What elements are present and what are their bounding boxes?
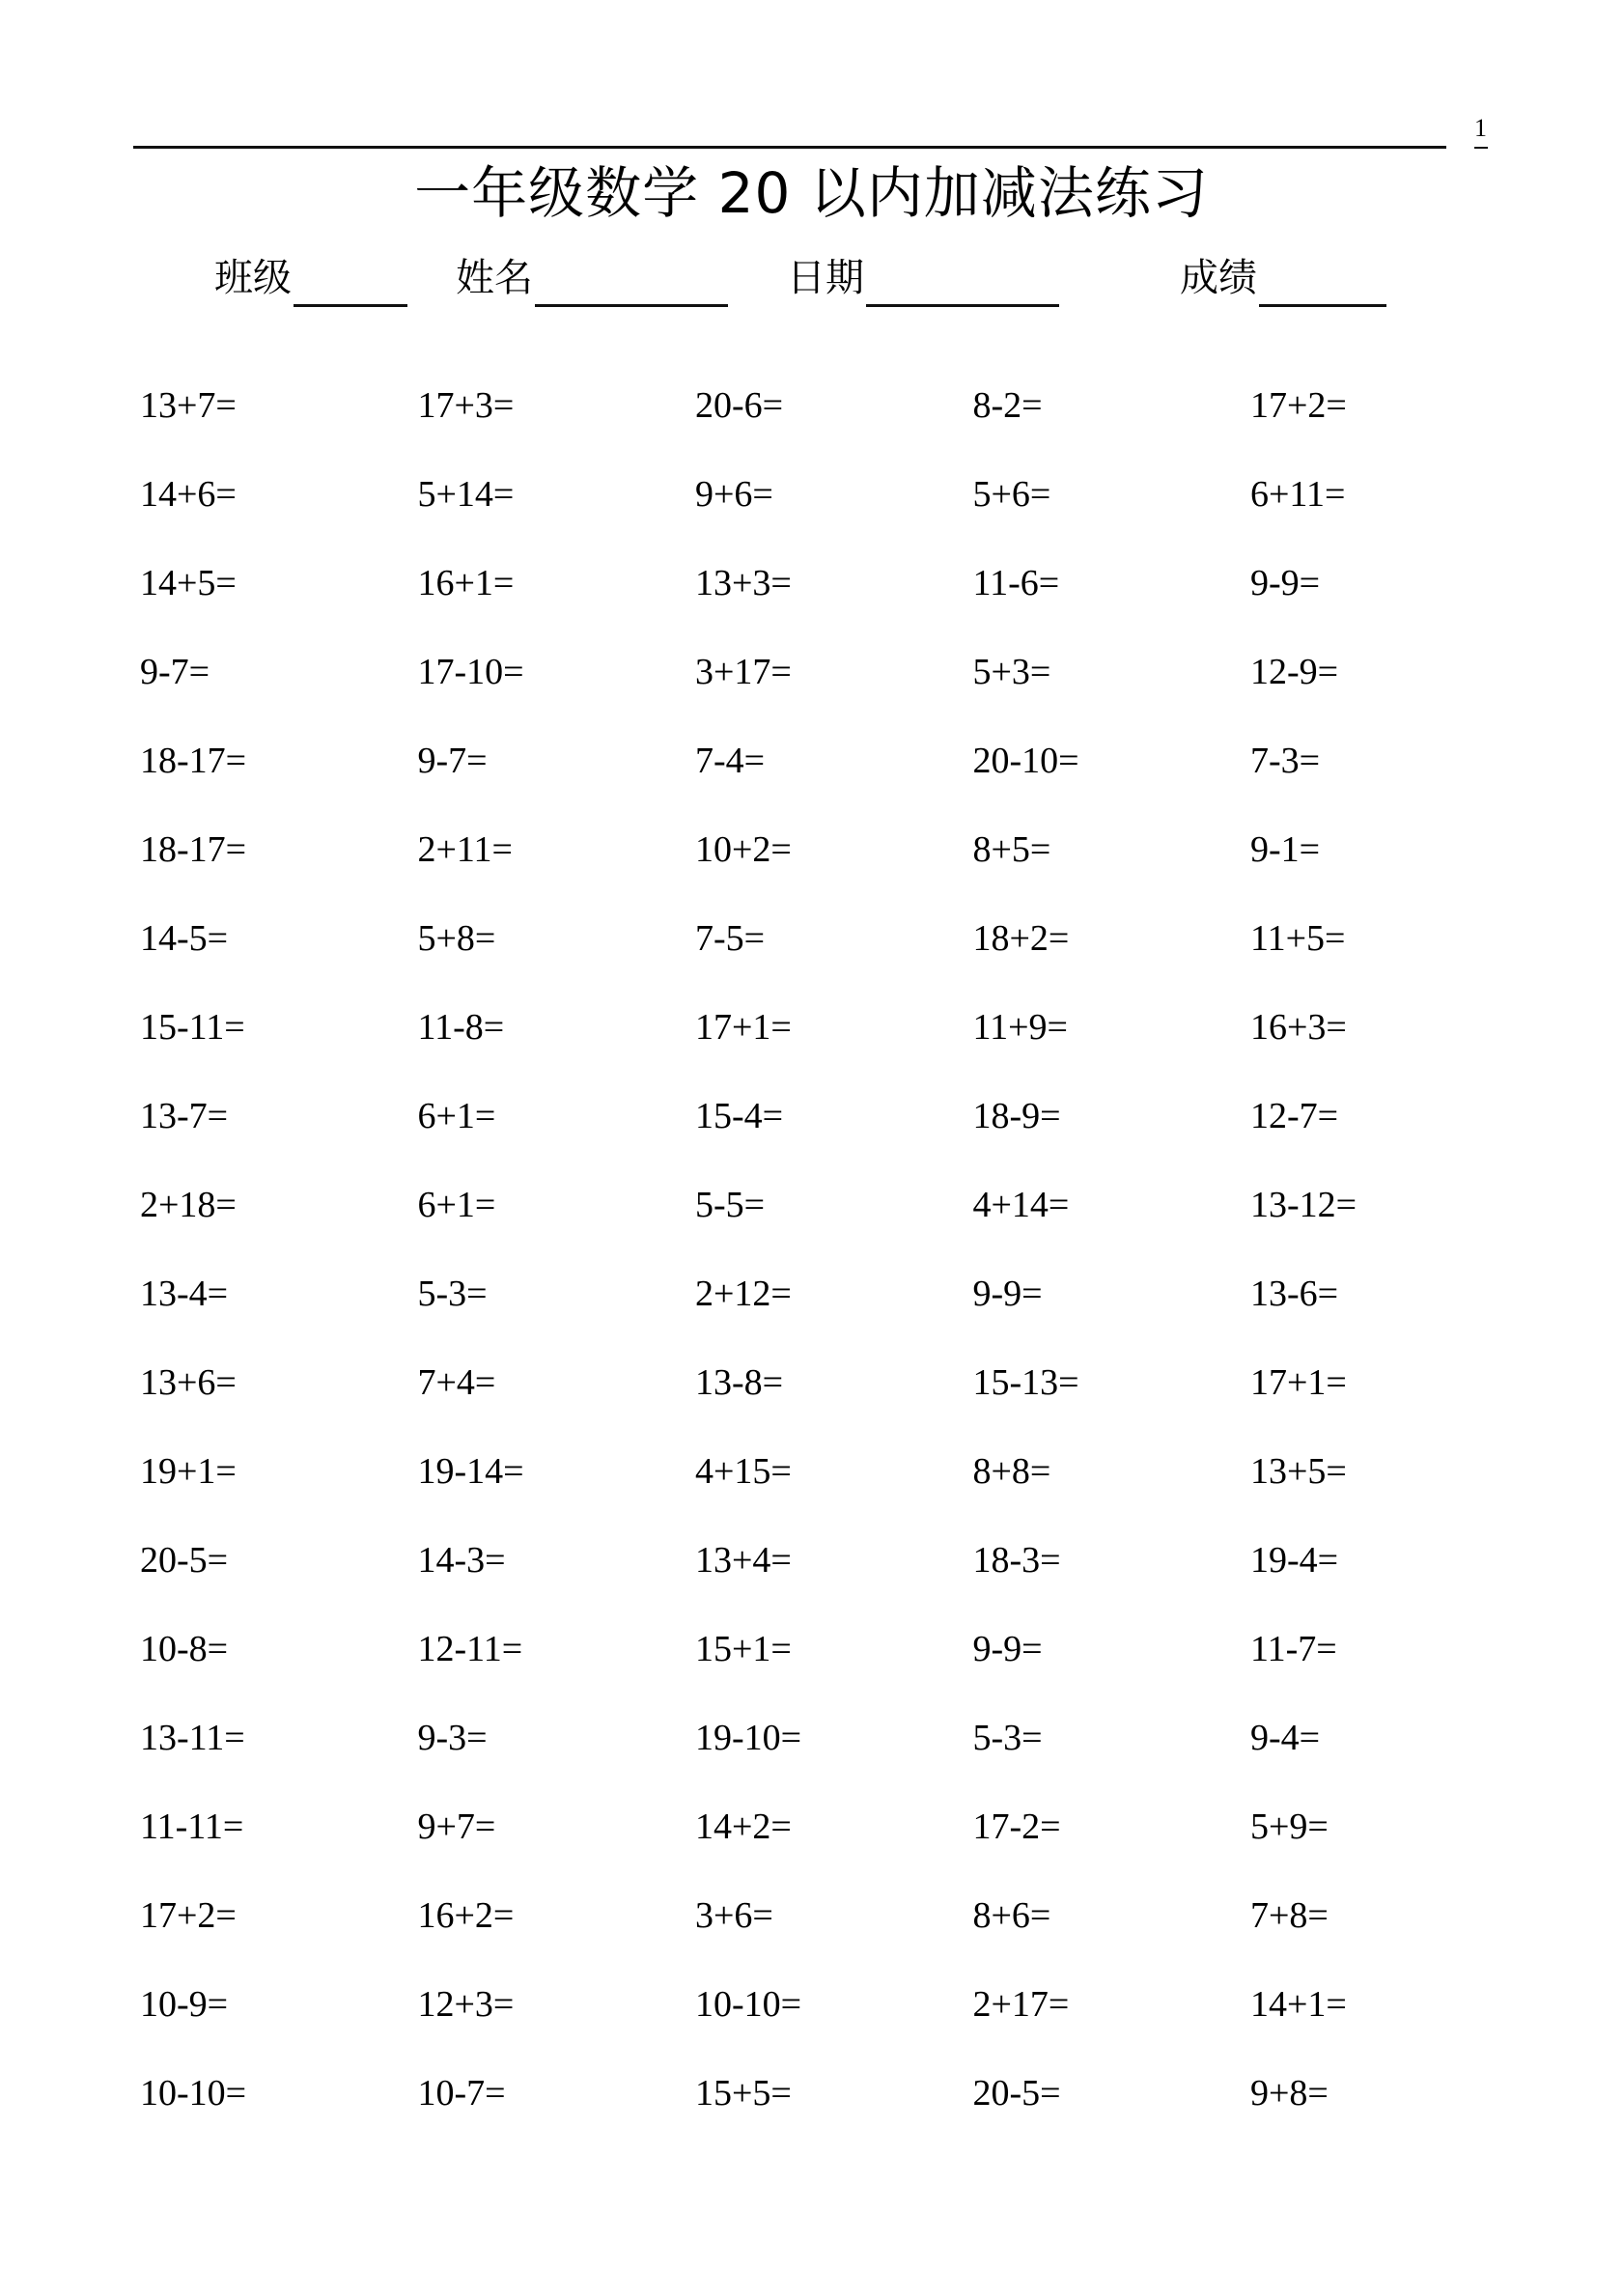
problem-item: 13+7= xyxy=(140,385,237,426)
problem-row xyxy=(140,1000,1530,1089)
problem-item: 10-7= xyxy=(417,2073,506,2114)
problem-row xyxy=(140,467,1530,556)
problem-item: 8+8= xyxy=(972,1451,1051,1492)
problem-row xyxy=(140,1622,1530,1711)
problem-item: 5+9= xyxy=(1250,1806,1329,1847)
problem-item: 11+9= xyxy=(972,1007,1068,1048)
problem-item: 8+6= xyxy=(972,1895,1051,1936)
problem-row xyxy=(140,734,1530,823)
problem-grid xyxy=(140,378,1530,2155)
problem-item: 9+6= xyxy=(695,474,773,515)
problem-row xyxy=(140,1089,1530,1178)
problem-item: 9-1= xyxy=(1250,829,1321,870)
problem-item: 17-10= xyxy=(417,652,524,692)
problem-item: 9-7= xyxy=(417,741,488,781)
problem-item: 9-3= xyxy=(417,1718,488,1758)
problem-row xyxy=(140,1711,1530,1800)
problem-item: 6+1= xyxy=(417,1185,496,1225)
problem-item: 13-8= xyxy=(695,1362,784,1403)
problem-item: 17+1= xyxy=(1250,1362,1347,1403)
problem-item: 8-2= xyxy=(972,385,1043,426)
problem-item: 20-5= xyxy=(140,1540,229,1581)
problem-item: 16+2= xyxy=(417,1895,515,1936)
problem-item: 19-14= xyxy=(417,1451,524,1492)
problem-item: 15-4= xyxy=(695,1096,784,1136)
problem-item: 5-5= xyxy=(695,1185,766,1225)
problem-item: 18-3= xyxy=(972,1540,1061,1581)
problem-item: 19+1= xyxy=(140,1451,237,1492)
problem-item: 2+11= xyxy=(417,829,513,870)
problem-item: 17-2= xyxy=(972,1806,1061,1847)
problem-row xyxy=(140,1444,1530,1533)
problem-row xyxy=(140,911,1530,1000)
problem-item: 11-11= xyxy=(140,1806,244,1847)
problem-item: 13-4= xyxy=(140,1274,229,1314)
page-title: 一年级数学 20 以内加减法练习 xyxy=(414,160,1209,226)
problem-item: 13+3= xyxy=(695,563,792,603)
problem-item: 2+12= xyxy=(695,1274,792,1314)
problem-item: 14+6= xyxy=(140,474,237,515)
problem-item: 20-10= xyxy=(972,741,1079,781)
problem-item: 4+15= xyxy=(695,1451,792,1492)
problem-item: 8+5= xyxy=(972,829,1051,870)
problem-item: 14-5= xyxy=(140,918,229,959)
problem-item: 13-6= xyxy=(1250,1274,1339,1314)
problem-item: 13+5= xyxy=(1250,1451,1347,1492)
problem-item: 13-12= xyxy=(1250,1185,1357,1225)
problem-item: 9+7= xyxy=(417,1806,496,1847)
class-field[interactable] xyxy=(214,249,407,307)
date-field[interactable] xyxy=(787,249,1059,307)
problem-item: 19-10= xyxy=(695,1718,802,1758)
problem-item: 7-3= xyxy=(1250,741,1321,781)
problem-item: 7+8= xyxy=(1250,1895,1329,1936)
score-label: 成绩 xyxy=(1180,256,1257,300)
problem-item: 5-3= xyxy=(972,1718,1043,1758)
problem-item: 4+14= xyxy=(972,1185,1070,1225)
problem-row xyxy=(140,823,1530,911)
problem-item: 9-7= xyxy=(140,652,210,692)
problem-item: 17+1= xyxy=(695,1007,792,1048)
problem-item: 7-5= xyxy=(695,918,766,959)
problem-item: 12+3= xyxy=(417,1984,515,2025)
problem-item: 15-13= xyxy=(972,1362,1079,1403)
problem-item: 10+2= xyxy=(695,829,792,870)
page-number-underline xyxy=(1474,147,1488,149)
problem-item: 19-4= xyxy=(1250,1540,1339,1581)
problem-item: 18+2= xyxy=(972,918,1070,959)
problem-item: 7+4= xyxy=(417,1362,496,1403)
problem-item: 20-6= xyxy=(695,385,784,426)
problem-item: 16+1= xyxy=(417,563,515,603)
problem-item: 12-11= xyxy=(417,1629,523,1669)
problem-item: 15+5= xyxy=(695,2073,792,2114)
problem-item: 17+2= xyxy=(1250,385,1347,426)
problem-item: 3+6= xyxy=(695,1895,773,1936)
problem-item: 10-10= xyxy=(695,1984,802,2025)
problem-item: 12-9= xyxy=(1250,652,1339,692)
problem-row xyxy=(140,2066,1530,2155)
problem-row xyxy=(140,378,1530,467)
page-number: 1 xyxy=(1474,114,1487,142)
problem-row xyxy=(140,1889,1530,1977)
problem-item: 14+2= xyxy=(695,1806,792,1847)
problem-item: 9-9= xyxy=(972,1629,1043,1669)
problem-row xyxy=(140,1356,1530,1444)
problem-item: 13-7= xyxy=(140,1096,229,1136)
problem-item: 11-8= xyxy=(417,1007,505,1048)
problem-item: 13+4= xyxy=(695,1540,792,1581)
problem-item: 20-5= xyxy=(972,2073,1061,2114)
name-blank[interactable] xyxy=(535,260,728,307)
problem-item: 15-11= xyxy=(140,1007,245,1048)
problem-item: 13+6= xyxy=(140,1362,237,1403)
problem-item: 11-7= xyxy=(1250,1629,1337,1669)
score-blank[interactable] xyxy=(1259,260,1386,307)
problem-item: 10-9= xyxy=(140,1984,229,2025)
problem-item: 11+5= xyxy=(1250,918,1346,959)
problem-row xyxy=(140,1533,1530,1622)
problem-row xyxy=(140,1800,1530,1889)
problem-row xyxy=(140,1178,1530,1267)
problem-item: 5+8= xyxy=(417,918,496,959)
problem-item: 15+1= xyxy=(695,1629,792,1669)
problem-item: 17+3= xyxy=(417,385,515,426)
problem-item: 10-10= xyxy=(140,2073,247,2114)
problem-item: 18-17= xyxy=(140,829,247,870)
problem-item: 14-3= xyxy=(417,1540,506,1581)
problem-row xyxy=(140,1977,1530,2066)
problem-item: 9-4= xyxy=(1250,1718,1321,1758)
problem-item: 9+8= xyxy=(1250,2073,1329,2114)
problem-item: 16+3= xyxy=(1250,1007,1347,1048)
problem-item: 6+1= xyxy=(417,1096,496,1136)
problem-row xyxy=(140,556,1530,645)
header-rule xyxy=(133,146,1446,149)
score-field[interactable] xyxy=(1180,249,1386,307)
problem-item: 6+11= xyxy=(1250,474,1346,515)
problem-item: 18-17= xyxy=(140,741,247,781)
problem-item: 14+1= xyxy=(1250,1984,1347,2025)
problem-item: 2+17= xyxy=(972,1984,1070,2025)
problem-item: 5+3= xyxy=(972,652,1051,692)
problem-item: 14+5= xyxy=(140,563,237,603)
problem-row xyxy=(140,645,1530,734)
name-field[interactable] xyxy=(456,249,728,307)
problem-item: 5+14= xyxy=(417,474,515,515)
problem-item: 5-3= xyxy=(417,1274,488,1314)
problem-item: 2+18= xyxy=(140,1185,237,1225)
problem-item: 9-9= xyxy=(972,1274,1043,1314)
problem-item: 9-9= xyxy=(1250,563,1321,603)
problem-item: 18-9= xyxy=(972,1096,1061,1136)
student-info-fields xyxy=(0,249,1623,307)
problem-item: 13-11= xyxy=(140,1718,245,1758)
problem-item: 11-6= xyxy=(972,563,1060,603)
problem-item: 10-8= xyxy=(140,1629,229,1669)
class-label: 班级 xyxy=(214,256,292,300)
problem-item: 12-7= xyxy=(1250,1096,1339,1136)
problem-item: 17+2= xyxy=(140,1895,237,1936)
date-label: 日期 xyxy=(787,256,864,300)
problem-item: 5+6= xyxy=(972,474,1051,515)
date-blank[interactable] xyxy=(866,260,1059,307)
class-blank[interactable] xyxy=(294,260,407,307)
problem-row xyxy=(140,1267,1530,1356)
problem-item: 7-4= xyxy=(695,741,766,781)
name-label: 姓名 xyxy=(456,256,533,300)
problem-item: 3+17= xyxy=(695,652,792,692)
